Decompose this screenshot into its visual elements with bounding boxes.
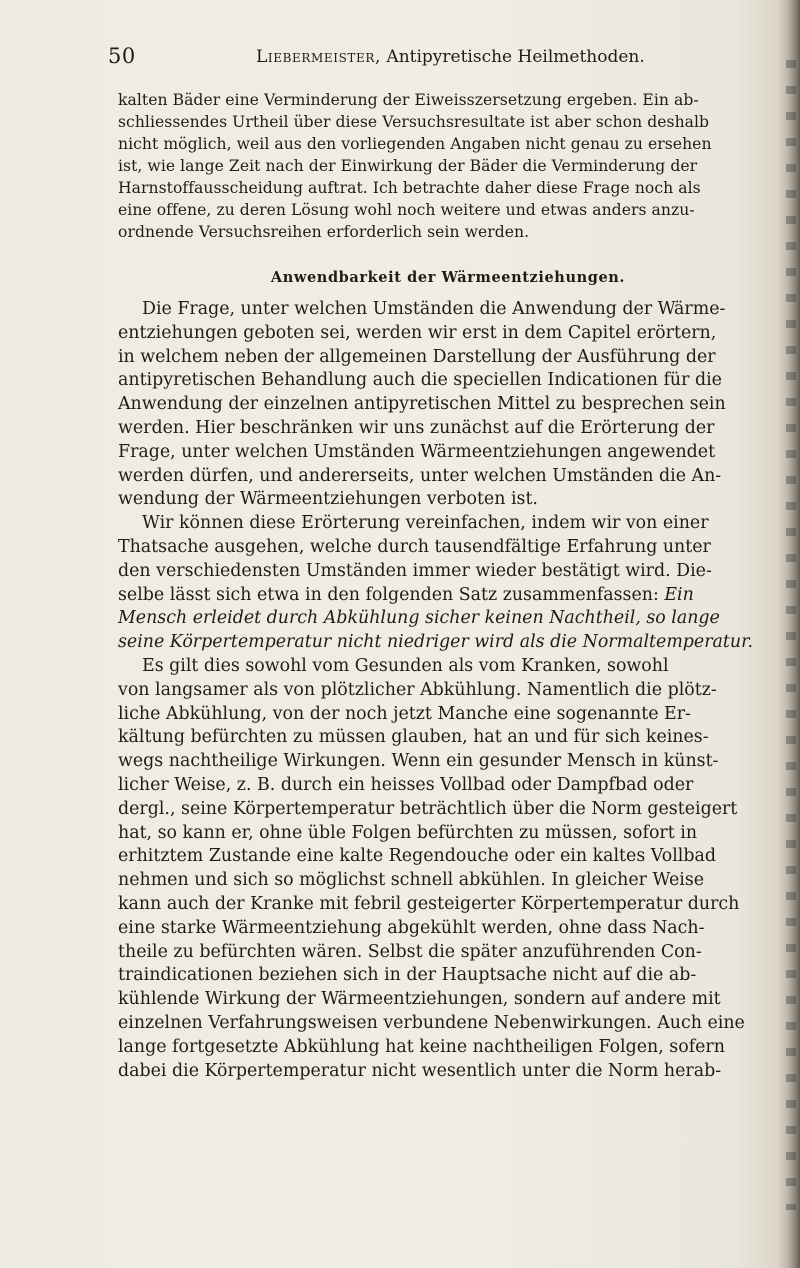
intro-paragraph [118,89,778,243]
text-line: Wir können diese Erörterung vereinfachen, indem wir von einer [142,513,709,534]
text-line: kann auch der Kranke mit febril gesteigerter Körpertemperatur durch [118,893,740,914]
text-segment: selbe lässt sich etwa in den folgenden Satz zusammenfassen: [118,584,659,605]
text-line: licher Weise, z. B. durch ein heisses Vollbad oder Dampfbad oder [118,774,694,795]
text-line: Die Frage, unter welchen Umständen die Anwendung der Wärme- [142,299,726,319]
text-line: eine offene, zu deren Lösung wohl noch weitere und etwas anders anzu- [118,201,695,219]
page-number: 50 [108,44,136,68]
text-line: werden dürfen, und andererseits, unter welchen Umständen die An- [118,465,722,486]
text-line: lange fortgesetzte Abkühlung hat keine nachtheiligen Folgen, sofern [118,1036,725,1057]
italic-line: seine Körpertemperatur nicht niedriger wird als die Normaltemperatur. [118,632,754,653]
text-line: Frage, unter welchen Umständen Wärmeentziehungen angewendet [118,441,716,462]
text-line: traindicationen beziehen sich in der Hauptsache nicht auf die ab- [118,965,697,986]
text-line: in welchem neben der allgemeinen Darstellung der Ausführung der [118,346,716,367]
text-line: theile zu befürchten wären. Selbst die später anzuführenden Con- [118,941,702,962]
running-head [256,47,645,67]
text-line: Thatsache ausgehen, welche durch tausendfältige Erfahrung unter [118,536,711,557]
text-line: entziehungen geboten sei, werden wir erst in dem Capitel erörtern, [118,322,717,343]
text-line: dabei die Körpertemperatur nicht wesentlich unter die Norm herab- [118,1060,722,1081]
text-line: nehmen und sich so möglichst schnell abkühlen. In gleicher Weise [118,870,705,891]
text-line: kalten Bäder eine Verminderung der Eiweisszersetzung ergeben. Ein ab- [118,91,699,109]
paragraph-3 [118,655,778,1083]
text-line: kühlende Wirkung der Wärmeentziehungen, sondern auf andere mit [118,989,721,1010]
text-block [118,89,778,1083]
paragraph-1 [118,298,778,512]
text-line: kältung befürchten zu müssen glauben, hat an und für sich keines- [118,727,709,748]
text-line: dergl., seine Körpertemperatur beträchtlich über die Norm gesteigert [118,798,738,819]
italic-line: Mensch erleidet durch Abkühlung sicher keinen Nachtheil, so lange [118,608,720,629]
text-line: nicht möglich, weil aus den vorliegenden Angaben nicht genau zu ersehen [118,135,712,153]
text-line: Harnstoffausscheidung auftrat. Ich betrachte daher diese Frage noch als [118,179,701,197]
text-line: ist, wie lange Zeit nach der Einwirkung der Bäder die Verminderung der [118,157,698,175]
text-line: ordnende Versuchsreihen erforderlich sein werden. [118,223,530,241]
text-line: eine starke Wärmeentziehung abgekühlt werden, ohne dass Nach- [118,917,705,938]
text-line: den verschiedensten Umständen immer wieder bestätigt wird. Die- [118,560,712,581]
text-line: liche Abkühlung, von der noch jetzt Manche eine sogenannte Er- [118,703,691,724]
italic-segment: Ein [664,584,694,605]
text-line [118,584,778,608]
text-line: schliessendes Urtheil über diese Versuchsresultate ist aber schon deshalb [118,113,710,131]
text-line: hat, so kann er, ohne üble Folgen befürchten zu müssen, sofort in [118,822,698,843]
adjacent-page-edge [786,60,796,1210]
text-line: erhitztem Zustande eine kalte Regendouche oder ein kaltes Vollbad [118,846,716,867]
text-line: einzelnen Verfahrungsweisen verbundene Nebenwirkungen. Auch eine [118,1012,745,1033]
text-line: Anwendung der einzelnen antipyretischen Mittel zu besprechen sein [118,394,726,415]
text-line: wendung der Wärmeentziehungen verboten ist. [118,489,538,510]
text-line: Es gilt dies sowohl vom Gesunden als vom Kranken, sowohl [142,655,669,676]
running-head-author: Liebermeister, [256,47,382,67]
section-heading: Anwendbarkeit der Wärmeentziehungen. [270,269,626,286]
running-header [108,44,708,74]
text-line: antipyretischen Behandlung auch die speciellen Indicationen für die [118,370,722,391]
text-line: werden. Hier beschränken wir uns zunächst auf die Erörterung der [118,417,715,438]
running-head-title: Antipyretische Heilmethoden. [386,47,645,67]
paragraph-2 [118,512,778,655]
text-line: von langsamer als von plötzlicher Abkühlung. Namentlich die plötz- [118,679,717,700]
text-line: wegs nachtheilige Wirkungen. Wenn ein gesunder Mensch in künst- [118,751,719,772]
